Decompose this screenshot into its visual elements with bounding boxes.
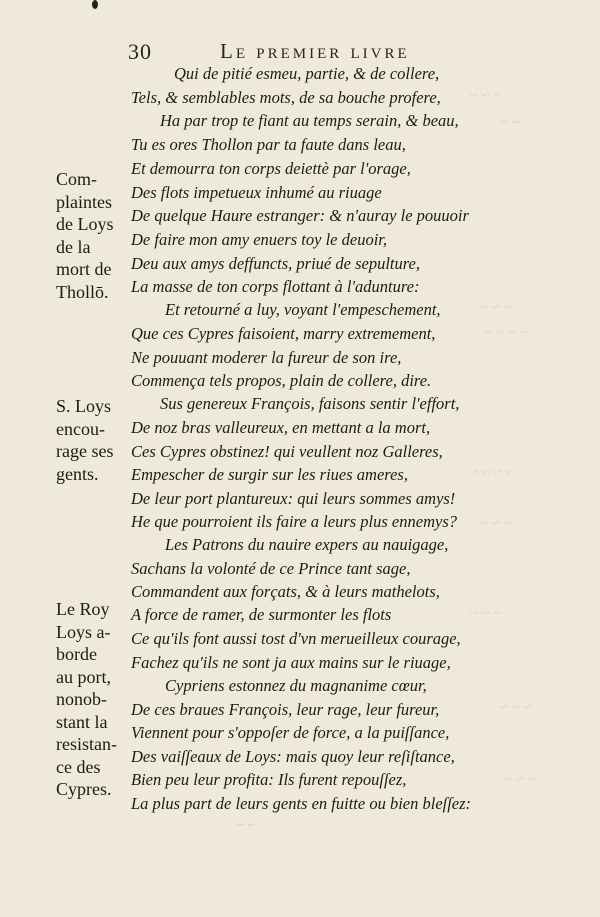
verse-line: Qui de pitié esmeu, partie, & de collere, [174,64,440,83]
verse-line: Viennent pour s'oppoſer de force, a la puiſſance, [131,723,450,742]
margin-note-line: Com- [56,169,98,189]
margin-note-line: resistan- [56,734,117,754]
verse-line: Commença tels propos, plain de collere, dire. [131,371,432,390]
margin-note-line: Cypres. [56,779,112,799]
show-through-mark: ~ ~ [500,115,520,131]
margin-note-line: rage ses [56,441,114,461]
verse-line: Des flots impetueux inhumé au riuage [131,183,382,202]
margin-note-line: mort de [56,259,112,279]
margin-note-line: Thollō. [56,281,109,302]
margin-note-line: plaintes [56,191,112,212]
verse-line: Des vaiſſeaux de Loys: mais quoy leur reſiſtance, [131,747,455,766]
show-through-mark: ~ ~ ~ ~ [485,325,529,341]
margin-note-line: Loys a- [56,621,111,642]
margin-note-line: gents. [56,463,99,484]
running-title: Le premier livre [220,39,410,63]
verse-line: He que pourroient ils faire a leurs plus ennemys? [131,512,457,531]
verse-line: Commandent aux forçats, & à leurs mathelots, [131,582,440,601]
verse-line: Tels, & semblables mots, de sa bouche profere, [131,88,441,107]
show-through-mark: ~ ~ ~ [470,88,502,104]
show-through-mark: ~ ~ [236,818,255,833]
verse-line: La plus part de leurs gents en fuitte ou bien bleſſez: [131,794,472,813]
margin-note-line: S. Loys [56,396,112,416]
margin-note-landing [56,598,130,801]
verse-line: Sus genereux François, faisons sentir l'effort, [160,394,460,413]
verse-line: Ne pouuant moderer la fureur de son ire, [131,348,402,367]
verse-line: Les Patrons du nauire expers au nauigage, [165,535,449,554]
margin-note-line: au port, [56,666,111,687]
margin-note-line: de la [56,236,91,257]
margin-note-line: encou- [56,418,105,439]
margin-note-line: borde [56,644,97,664]
verse-line: Ce qu'ils font aussi tost d'vn merueilleux courage, [131,629,461,648]
verse-line: De noz bras valleureux, en mettant a la mort, [131,418,431,437]
show-through-mark: ~ ~ ~ [480,300,512,316]
verse-line: Tu es ores Thollon par ta faute dans leau, [131,135,406,154]
margin-note-line: ce des [56,756,101,777]
verse-line: A force de ramer, de surmonter les flots [131,605,392,624]
verse-line: Ha par trop te fiant au temps serain, & beau, [160,111,459,130]
verse-line: Ces Cypres obstinez! qui veullent noz Galleres, [131,442,443,461]
page-number: 30 [128,39,152,64]
margin-note-line: Le Roy [56,599,110,619]
show-through-mark: ~ ~ ~ [470,606,502,622]
verse-line: Que ces Cypres faisoient, marry extremement, [131,324,436,343]
verse-line: La masse de ton corps flottant à l'adunture: [131,277,420,296]
verse-line: De leur port plantureux: qui leurs sommes amys! [131,489,456,508]
margin-note-encouragement [56,395,130,485]
verse-line: Cypriens estonnez du magnanime cœur, [165,676,427,695]
verse-line: Fachez qu'ils ne sont ja aux mains sur le riuage, [131,653,451,672]
show-through-mark: ~ ~ ~ [500,700,532,716]
ink-mark [92,0,98,9]
margin-note-line: de Loys [56,214,114,234]
verse-line: Et retourné a luy, voyant l'empeschement, [165,300,441,319]
verse-line: Bien peu leur profita: Ils furent repouſſez, [131,770,407,789]
show-through-mark: ~ ~ ~ [505,772,537,788]
margin-note-line: nonob- [56,689,107,709]
show-through-mark: ~ ~ ~ [480,516,512,532]
verse-line: Et demourra ton corps deiettè par l'orage, [131,159,411,178]
verse-line: De quelque Haure estranger: & n'auray le pouuoir [131,206,469,225]
verse-line: Empescher de surgir sur les riues ameres, [131,465,408,484]
verse-line: De ces braues François, leur rage, leur fureur, [131,700,440,719]
verse-line: Sachans la volonté de ce Prince tant sage, [131,559,411,578]
margin-note-complaint [56,168,130,303]
verse-line: De faire mon amy enuers toy le deuoir, [131,230,387,249]
margin-note-line: stant la [56,711,108,732]
verse-line: Deu aux amys deffuncts, priué de sepulture, [131,254,420,273]
show-through-mark: ~ ~ ~ ~ [470,465,514,481]
